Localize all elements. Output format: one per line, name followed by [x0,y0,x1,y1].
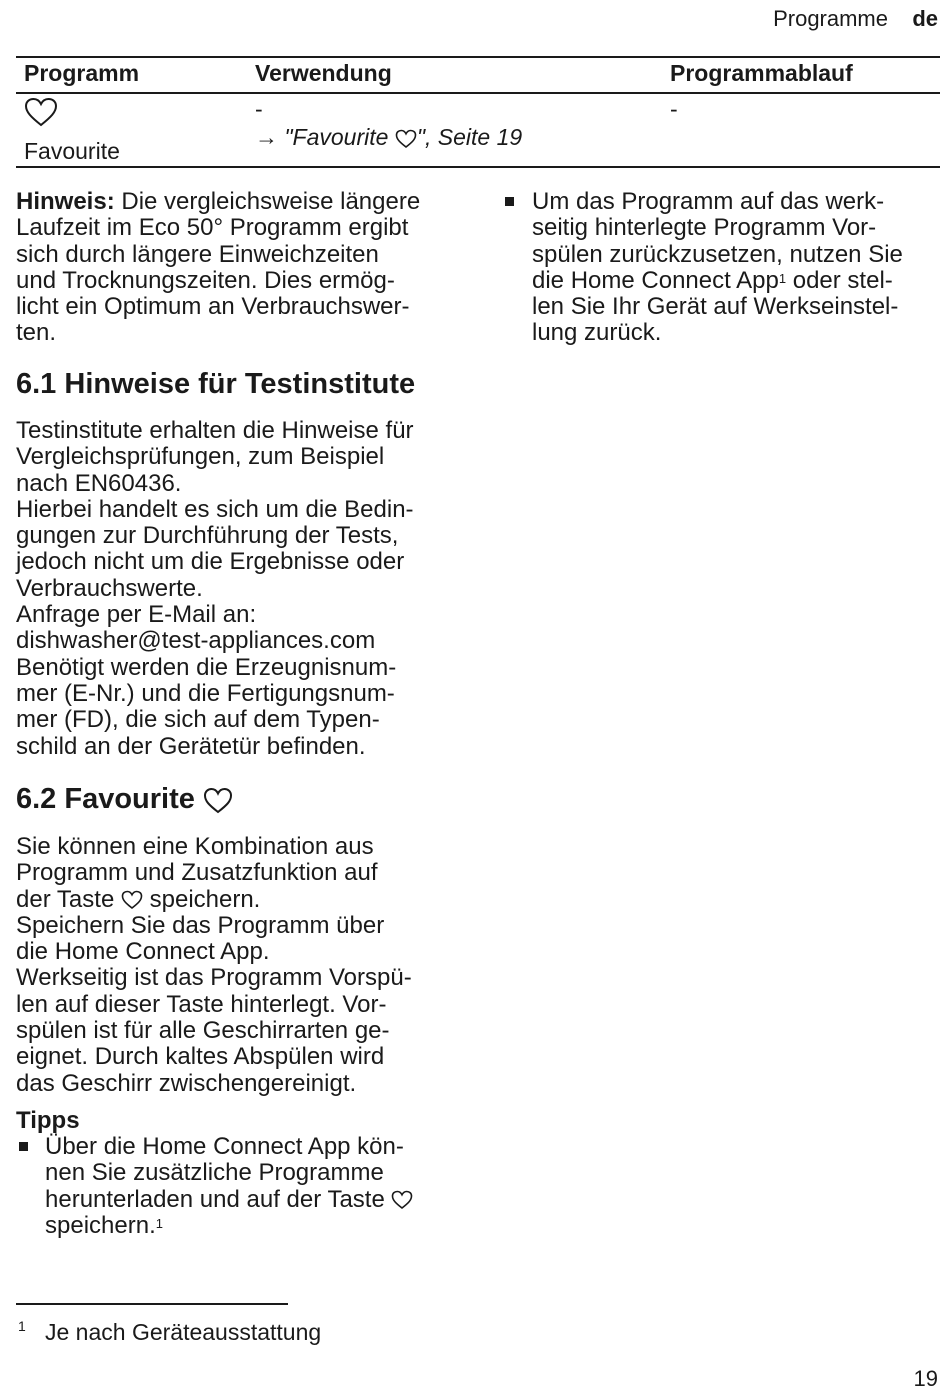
tips-heading: Tipps [16,1107,80,1134]
footnote-rule [16,1303,288,1305]
section-6-2-body: Sie können eine Kombination aus Programm und Zusatzfunktion auf der Taste speichern. Speichern Sie das Programm über die Home Connect App. Werkseitig ist das Programm Vorspü- len auf dieser Taste hinterlegt. Vor- spülen ist für alle Geschirrarten ge- eignet. Durch kaltes Abspülen wird das Geschirr zwischengereinigt. [16,833,412,1097]
table-cell-program-name: Favourite [24,138,120,164]
usage-heart-icon [395,129,417,149]
table-header-verwendung: Verwendung [255,60,392,86]
table-cell-flow: - [670,96,678,122]
note-paragraph: Hinweis: Die vergleichsweise längere Laufzeit im Eco 50° Programm ergibt sich durch längere Einweichzeiten und Trocknungszeiten. Dies ermög- licht ein Optimum an Verbrauchswer- ten. [16,188,421,347]
tips-footnote-reference[interactable]: 1 [155,1215,163,1231]
table-cell-usage-dash: - [255,96,263,122]
heading-heart-icon [203,787,233,814]
table-header-programm: Programm [24,60,140,86]
bullet-marker [505,197,514,206]
usage-reference-start: → "Favourite [255,124,395,150]
note-label: Hinweis: [16,188,115,215]
tips-bullet-paragraph: Über die Home Connect App kön- nen Sie zusätzliche Programme herunterladen und auf der Taste speichern.$^1$ [45,1134,413,1239]
email-link[interactable]: dishwasher@test-appliances.com [16,627,376,655]
table-top-rule [16,56,940,58]
reset-bullet-paragraph: Um das Programm auf das werk- seitig hinterlegte Programm Vor- spülen zurückzusetzen, nutzen Sie die Home Connect App$^1$ oder stel- len Sie Ihr Gerät auf Werkseinstel- lung zurück. [532,188,903,347]
section-heading-6-2: 6.2 Favourite [16,783,233,816]
running-header-language: de [912,6,938,31]
table-bottom-rule [16,166,940,168]
running-header-section: Programme [773,6,888,31]
section-heading-6-1: 6.1 Hinweise für Testinstitute [16,368,416,400]
footnote-reference[interactable]: 1 [778,270,787,286]
inline-heart-icon [121,890,143,910]
page-number: 19 [913,1366,938,1391]
tips-heart-icon [391,1190,413,1210]
favourite-heart-icon [24,97,58,132]
table-cell-usage-reference[interactable] [255,124,522,151]
footnote-text: Je nach Geräteausstattung [45,1319,322,1345]
tips-bullet-marker [19,1142,28,1151]
footnote-mark: 1 [18,1318,26,1334]
usage-reference-end: ", Seite 19 [416,124,523,150]
section-6-1-body: Testinstitute erhalten die Hinweise für Vergleichsprüfungen, zum Beispiel nach EN60436. Hierbei handelt es sich um die Bedin- gungen zur Durchführung der Tests, jedoch nicht um die Ergebnisse oder Verbrauchswerte. Anfrage per E-Mail an: dishwasher@test-appliances.com Benötigt werden die Erzeugnisnum- mer (E-Nr.) und die Fertigungsnum- mer (FD), die sich auf dem Typen- schild an der Gerätetür befinden. [16,417,414,760]
table-header-programmablauf: Programmablauf [670,60,853,86]
table-header-rule [16,92,940,94]
